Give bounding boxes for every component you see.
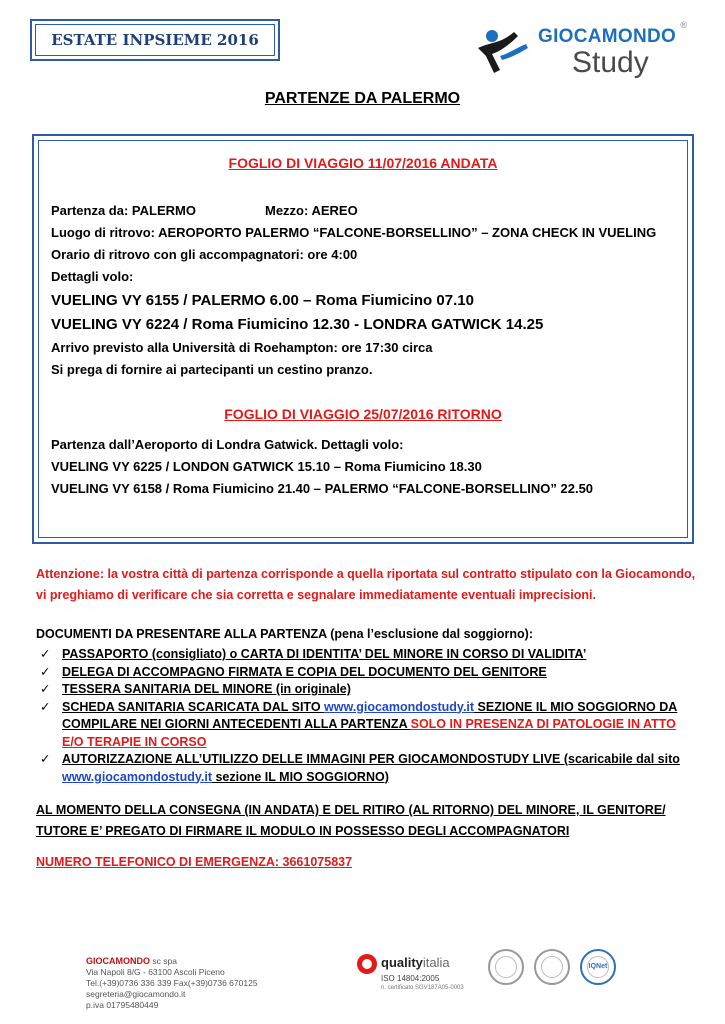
certificate-number: n. certificato SGV187A05-0003	[381, 985, 464, 991]
attenzione-notice: Attenzione: la vostra città di partenza corrisponde a quella riportata sul contratto stipulato con la Giocamondo, vi preghiamo di verificare che sia corretta e segnalare immediatamente eventuali imprecisioni.	[36, 567, 696, 602]
document-item-passaporto: ✓ PASSAPORTO (consigliato) o CARTA DI IDENTITA’ DEL MINORE IN CORSO DI VALIDITA’	[40, 646, 680, 664]
checkmark-icon: ✓	[40, 682, 51, 696]
running-figure-icon	[470, 18, 540, 78]
andata-mezzo: Mezzo: AEREO	[265, 203, 358, 218]
travel-sheet-box	[32, 134, 694, 544]
site-link[interactable]: www.giocamondostudy.it	[324, 699, 475, 714]
checkmark-icon: ✓	[40, 664, 51, 679]
andata-volo-1: VUELING VY 6155 / PALERMO 6.00 – Roma Fiumicino 07.10	[51, 292, 474, 309]
andata-orario: Orario di ritrovo con gli accompagnatori: ore 4:00	[51, 247, 358, 262]
checkmark-icon: ✓	[40, 647, 51, 661]
certification-seal-icon	[534, 949, 570, 985]
emergency-number: NUMERO TELEFONICO DI EMERGENZA: 3661075837	[36, 855, 353, 869]
ritorno-partenza: Partenza dall’Aeroporto di Londra Gatwick. Dettagli volo:	[51, 437, 404, 452]
phone-line: Tel.(+39)0736 336 339 Fax(+39)0736 670125	[86, 978, 258, 988]
registered-mark: ®	[680, 20, 687, 30]
page-title: PARTENZE DA PALERMO	[264, 90, 461, 107]
certification-seal-icon	[488, 949, 524, 985]
quality-italia-logo: qualityitalia ISO 14804:2005 n. certificato SGV187A05-0003	[357, 950, 477, 1000]
site-link[interactable]: www.giocamondostudy.it	[62, 769, 212, 784]
address-line: Via Napoli 8/G - 63100 Ascoli Piceno	[86, 967, 225, 977]
andata-arrivo: Arrivo previsto alla Università di Roehampton: ore 17:30 circa	[51, 340, 433, 355]
andata-partenza: Partenza da: PALERMO	[51, 203, 196, 218]
logo-brand-text: GIOCAMONDO	[538, 26, 677, 47]
consegna-notice: AL MOMENTO DELLA CONSEGNA (IN ANDATA) E DEL RITIRO (AL RITORNO) DEL MINORE, IL GENITORE/ TUTORE E’ PREGATO DI FIRMARE IL MODULO IN POSSESSO DEGLI ACCOMPAGNATORI	[36, 803, 666, 838]
andata-dettagli: Dettagli volo:	[51, 269, 134, 284]
giocamondo-study-logo	[470, 18, 695, 78]
logo-sub-text: Study	[572, 46, 649, 79]
document-item-scheda: ✓ SCHEDA SANITARIA SCARICATA DAL SITO www.giocamondostudy.it SEZIONE IL MIO SOGGIORNO DA COMPILARE NEI GIORNI ANTECEDENTI ALLA PARTENZA SOLO IN PRESENZA DI PATOLOGIE IN ATTO E/O TERAPIE IN CORSO	[40, 699, 678, 749]
email-line: segreteria@giocamondo.it	[86, 989, 186, 999]
company-address: GIOCAMONDO sc spa Via Napoli 8/G - 63100 Ascoli Piceno Tel.(+39)0736 336 339 Fax(+39)0736 670125 segreteria@giocamondo.it p.iva 01795480449	[86, 956, 258, 1010]
checkmark-icon: ✓	[40, 699, 51, 714]
andata-cestino: Si prega di fornire ai partecipanti un cestino pranzo.	[51, 362, 373, 377]
ritorno-heading: FOGLIO DI VIAGGIO 25/07/2016 RITORNO	[224, 406, 502, 422]
documents-list	[40, 646, 680, 786]
document-item-delega: ✓ DELEGA DI ACCOMPAGNO FIRMATA E COPIA DEL DOCUMENTO DEL GENITORE	[40, 664, 680, 682]
quality-mark-icon	[357, 954, 377, 974]
ritorno-volo-2: VUELING VY 6158 / Roma Fiumicino 21.40 – PALERMO “FALCONE-BORSELLINO” 22.50	[51, 481, 594, 496]
documents-title: DOCUMENTI DA PRESENTARE ALLA PARTENZA (pena l’esclusione dal soggiorno):	[36, 627, 534, 641]
vat-line: p.iva 01795480449	[86, 1000, 159, 1010]
andata-ritrovo: Luogo di ritrovo: AEROPORTO PALERMO “FALCONE-BORSELLINO” – ZONA CHECK IN VUELING	[51, 225, 657, 240]
program-badge-label: ESTATE INPSIEME 2016	[35, 24, 275, 56]
andata-volo-2: VUELING VY 6224 / Roma Fiumicino 12.30 - LONDRA GATWICK 14.25	[51, 316, 544, 333]
document-item-tessera: ✓ TESSERA SANITARIA DEL MINORE (in originale)	[40, 681, 680, 699]
iqnet-seal-icon: IQNet	[580, 949, 616, 985]
company-name: GIOCAMONDO	[86, 956, 150, 966]
checkmark-icon: ✓	[40, 752, 51, 766]
iso-standard: ISO 14804:2005	[381, 974, 440, 983]
program-badge	[30, 19, 280, 61]
andata-heading: FOGLIO DI VIAGGIO 11/07/2016 ANDATA	[228, 155, 498, 171]
ritorno-volo-1: VUELING VY 6225 / LONDON GATWICK 15.10 – Roma Fiumicino 18.30	[51, 459, 482, 474]
document-item-autorizzazione: ✓ AUTORIZZAZIONE ALL’UTILIZZO DELLE IMMAGINI PER GIOCAMONDOSTUDY LIVE (scaricabile dal sito www.giocamondostudy.it sezione IL MIO SOGGIORNO)	[40, 752, 680, 784]
